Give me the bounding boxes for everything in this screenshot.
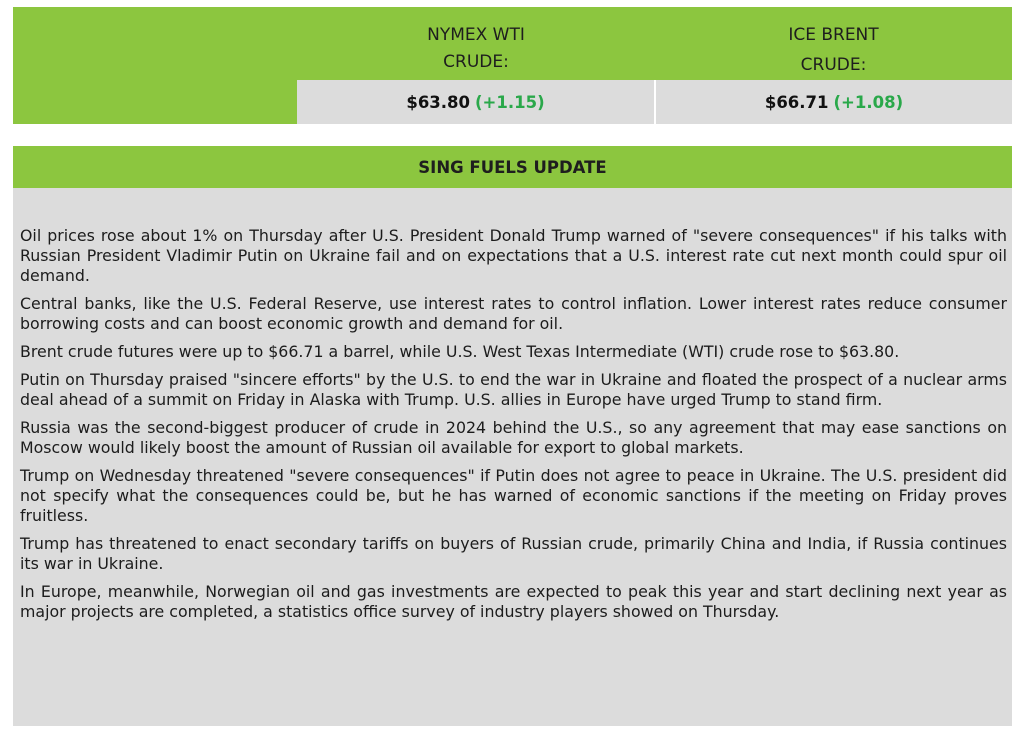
wti-price-cell <box>297 80 654 124</box>
wti-price: $63.80 <box>406 92 471 112</box>
update-paragraph: Trump on Wednesday threatened "severe consequences" if Putin does not agree to peace in Ukraine. The U.S. president did not specify what the consequences could be, but he has warned of economic sanctions if the meeting on Friday proves fruitless. <box>20 466 1007 525</box>
price-table-header <box>13 7 1012 80</box>
brent-price-cell <box>656 80 1012 124</box>
price-table <box>13 7 1012 124</box>
brent-column-title: ICE BRENT CRUDE: <box>788 25 879 75</box>
wti-column-title: NYMEX WTI CRUDE: <box>427 25 525 72</box>
brent-change: (+1.08) <box>833 92 904 112</box>
brent-price: $66.71 <box>764 92 829 112</box>
update-paragraph: Trump has threatened to enact secondary tariffs on buyers of Russian crude, primarily China and India, if Russia continues its war in Ukraine. <box>20 534 1007 573</box>
fuels-update-panel <box>13 146 1012 726</box>
update-paragraph: Putin on Thursday praised "sincere efforts" by the U.S. to end the war in Ukraine and floated the prospect of a nuclear arms deal ahead of a summit on Friday in Alaska with Trump. U.S. allies in Europe have urged Trump to stand firm. <box>20 370 1007 409</box>
update-paragraph: Oil prices rose about 1% on Thursday after U.S. President Donald Trump warned of "severe consequences" if his talks with Russian President Vladimir Putin on Ukraine fail and on expectations that a U.S. interest rate cut next month could spur oil demand. <box>20 226 1007 285</box>
fuels-update-body <box>20 226 1007 630</box>
fuels-update-title: SING FUELS UPDATE <box>13 146 1012 188</box>
update-paragraph: Russia was the second-biggest producer of crude in 2024 behind the U.S., so any agreement that may ease sanctions on Moscow would likely boost the amount of Russian oil available for export to global markets. <box>20 418 1007 457</box>
update-paragraph: In Europe, meanwhile, Norwegian oil and gas investments are expected to peak this year and start declining next year as major projects are completed, a statistics office survey of industry players showed on Thursday. <box>20 582 1007 621</box>
price-table-side-strip <box>13 80 297 124</box>
update-paragraph: Central banks, like the U.S. Federal Reserve, use interest rates to control inflation. Lower interest rates reduce consumer borrowing costs and can boost economic growth and demand for oil. <box>20 294 1007 333</box>
wti-change: (+1.15) <box>475 92 545 112</box>
update-paragraph: Brent crude futures were up to $66.71 a barrel, while U.S. West Texas Intermediate (WTI) crude rose to $63.80. <box>20 342 900 361</box>
